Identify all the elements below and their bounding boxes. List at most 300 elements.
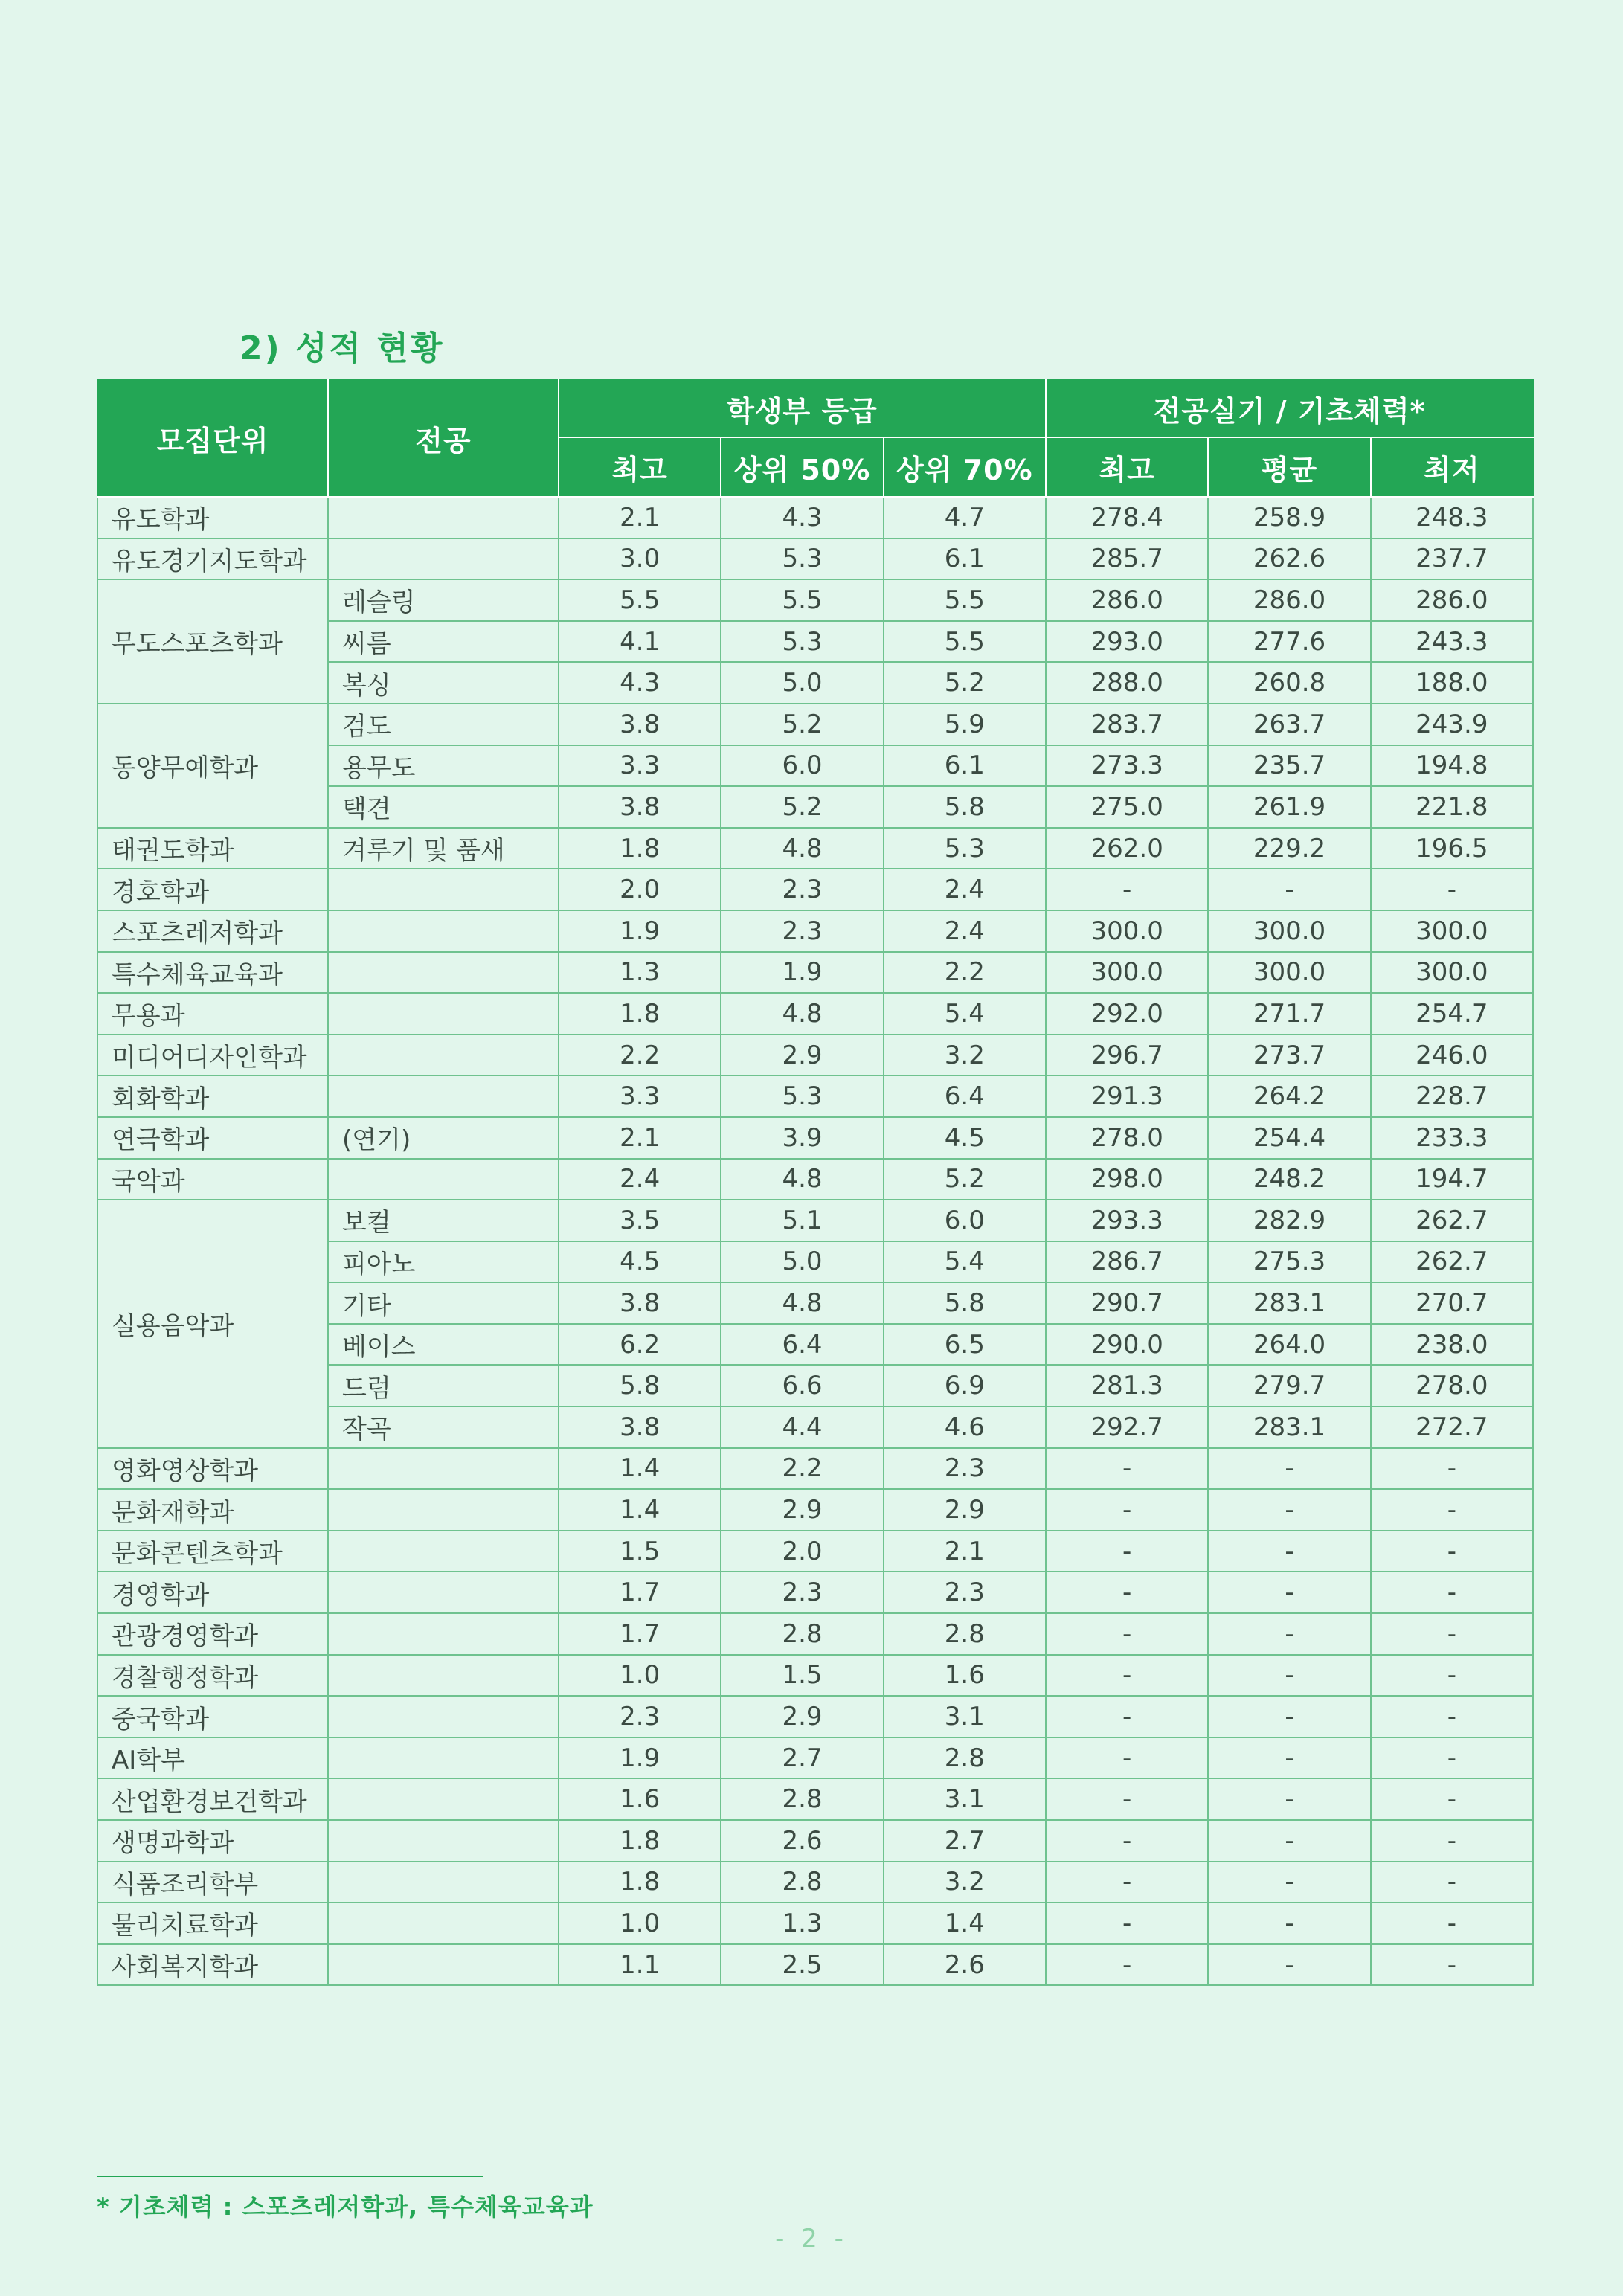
cell-major [328, 1489, 559, 1531]
cell-value: - [1371, 1613, 1533, 1655]
cell-value: - [1046, 1820, 1208, 1862]
cell-value: 4.5 [559, 1241, 721, 1283]
cell-major: 레슬링 [328, 579, 559, 621]
table-row [97, 1448, 1533, 1490]
table-row [97, 1655, 1533, 1697]
cell-value: 5.3 [721, 621, 883, 663]
cell-value: 2.1 [559, 497, 721, 538]
cell-value: 5.2 [721, 704, 883, 745]
cell-value: 237.7 [1371, 538, 1533, 580]
cell-value: 2.9 [721, 1696, 883, 1737]
cell-value: - [1371, 1531, 1533, 1572]
table-row [97, 1820, 1533, 1862]
grades-table [97, 379, 1534, 1986]
table-row [97, 704, 1533, 745]
table-row [97, 538, 1533, 580]
cell-value: 248.2 [1208, 1159, 1370, 1200]
cell-unit: 식품조리학부 [97, 1862, 328, 1903]
cell-value: - [1371, 1696, 1533, 1737]
cell-unit: 산업환경보건학과 [97, 1778, 328, 1820]
cell-value: 6.6 [721, 1365, 883, 1406]
cell-value: 286.0 [1371, 579, 1533, 621]
cell-value: 1.3 [559, 952, 721, 994]
cell-value: 243.3 [1371, 621, 1533, 663]
cell-value: 278.0 [1371, 1365, 1533, 1406]
table-row [97, 1613, 1533, 1655]
table-row [97, 1489, 1533, 1531]
cell-value: 278.0 [1046, 1117, 1208, 1159]
footnote-divider [97, 2176, 483, 2177]
cell-value: 275.0 [1046, 786, 1208, 828]
cell-value: 5.9 [884, 704, 1046, 745]
footnote: * 기초체력 : 스포츠레저학과, 특수체육교육과 [97, 2193, 594, 2221]
cell-major: 작곡 [328, 1406, 559, 1448]
cell-unit: 동양무예학과 [97, 704, 328, 828]
cell-value: 286.0 [1208, 579, 1370, 621]
cell-value: - [1046, 869, 1208, 910]
cell-value: 1.6 [884, 1655, 1046, 1697]
cell-value: - [1208, 869, 1370, 910]
cell-value: 264.0 [1208, 1324, 1370, 1366]
cell-value: 3.2 [884, 1035, 1046, 1076]
cell-value: 263.7 [1208, 704, 1370, 745]
cell-value: 5.5 [559, 579, 721, 621]
table-row [97, 1075, 1533, 1117]
cell-value: 2.2 [721, 1448, 883, 1490]
cell-unit: 태권도학과 [97, 828, 328, 869]
cell-value: 283.1 [1208, 1282, 1370, 1324]
table-header [97, 380, 1533, 497]
table-row [97, 1696, 1533, 1737]
cell-unit: 영화영상학과 [97, 1448, 328, 1490]
cell-value: 221.8 [1371, 786, 1533, 828]
cell-value: 2.8 [721, 1862, 883, 1903]
cell-value: 233.3 [1371, 1117, 1533, 1159]
table-row [97, 1200, 1533, 1241]
cell-value: - [1046, 1903, 1208, 1944]
cell-major [328, 1737, 559, 1779]
cell-value: - [1208, 1531, 1370, 1572]
cell-value: 3.0 [559, 538, 721, 580]
cell-major [328, 952, 559, 994]
cell-major [328, 538, 559, 580]
cell-unit: 생명과학과 [97, 1820, 328, 1862]
cell-value: 6.4 [721, 1324, 883, 1366]
cell-value: - [1208, 1613, 1370, 1655]
cell-value: - [1208, 1903, 1370, 1944]
table-row [97, 1778, 1533, 1820]
cell-value: 270.7 [1371, 1282, 1533, 1324]
table-row [97, 869, 1533, 910]
cell-value: 2.6 [884, 1944, 1046, 1986]
cell-value: 2.8 [721, 1778, 883, 1820]
cell-value: 2.5 [721, 1944, 883, 1986]
cell-value: 2.7 [884, 1820, 1046, 1862]
cell-value: 5.2 [721, 786, 883, 828]
cell-value: 4.8 [721, 1282, 883, 1324]
cell-value: - [1046, 1696, 1208, 1737]
cell-value: - [1208, 1655, 1370, 1697]
cell-value: 2.9 [884, 1489, 1046, 1531]
cell-value: 288.0 [1046, 662, 1208, 704]
cell-value: 2.2 [884, 952, 1046, 994]
cell-value: 300.0 [1371, 910, 1533, 952]
cell-value: 1.0 [559, 1655, 721, 1697]
cell-value: 298.0 [1046, 1159, 1208, 1200]
cell-value: - [1371, 1448, 1533, 1490]
cell-value: 188.0 [1371, 662, 1533, 704]
cell-value: - [1046, 1778, 1208, 1820]
cell-value: 296.7 [1046, 1035, 1208, 1076]
header-group-grade: 학생부 등급 [559, 380, 1046, 437]
header-major: 전공 [328, 380, 559, 497]
cell-value: - [1046, 1737, 1208, 1779]
header-grade-70: 상위 70% [884, 437, 1046, 497]
header-unit: 모집단위 [97, 380, 328, 497]
cell-unit: 스포츠레저학과 [97, 910, 328, 952]
cell-value: 300.0 [1208, 910, 1370, 952]
cell-value: - [1046, 1862, 1208, 1903]
header-group-practical: 전공실기 / 기초체력* [1046, 380, 1533, 437]
cell-value: 248.3 [1371, 497, 1533, 538]
cell-value: 194.7 [1371, 1159, 1533, 1200]
cell-value: - [1046, 1572, 1208, 1613]
cell-major: 용무도 [328, 745, 559, 787]
cell-value: 283.7 [1046, 704, 1208, 745]
cell-value: 2.4 [559, 1159, 721, 1200]
cell-value: 3.1 [884, 1696, 1046, 1737]
cell-value: 5.4 [884, 1241, 1046, 1283]
cell-value: 2.0 [721, 1531, 883, 1572]
cell-major: 겨루기 및 품새 [328, 828, 559, 869]
cell-value: - [1208, 1862, 1370, 1903]
cell-value: 4.7 [884, 497, 1046, 538]
cell-value: 6.2 [559, 1324, 721, 1366]
cell-value: 281.3 [1046, 1365, 1208, 1406]
cell-value: 3.9 [721, 1117, 883, 1159]
cell-value: 282.9 [1208, 1200, 1370, 1241]
cell-value: 273.3 [1046, 745, 1208, 787]
table-row [97, 1572, 1533, 1613]
cell-value: 5.0 [721, 662, 883, 704]
cell-value: 6.5 [884, 1324, 1046, 1366]
cell-value: 293.3 [1046, 1200, 1208, 1241]
cell-value: 1.8 [559, 1862, 721, 1903]
cell-unit: 특수체육교육과 [97, 952, 328, 994]
cell-value: - [1046, 1655, 1208, 1697]
section-title: 2) 성적 현황 [240, 329, 445, 367]
cell-unit: 연극학과 [97, 1117, 328, 1159]
cell-unit: 회화학과 [97, 1075, 328, 1117]
cell-value: 5.2 [884, 662, 1046, 704]
table-row [97, 1035, 1533, 1076]
cell-unit: 중국학과 [97, 1696, 328, 1737]
cell-value: 290.0 [1046, 1324, 1208, 1366]
cell-value: - [1371, 1737, 1533, 1779]
cell-value: 271.7 [1208, 993, 1370, 1035]
cell-value: 2.3 [559, 1696, 721, 1737]
cell-value: - [1371, 1862, 1533, 1903]
cell-major: 복싱 [328, 662, 559, 704]
cell-unit: 경영학과 [97, 1572, 328, 1613]
cell-value: 293.0 [1046, 621, 1208, 663]
header-grade-50: 상위 50% [721, 437, 883, 497]
cell-value: 1.8 [559, 993, 721, 1035]
cell-major: 검도 [328, 704, 559, 745]
cell-value: - [1208, 1737, 1370, 1779]
cell-value: 1.4 [559, 1448, 721, 1490]
cell-value: 3.2 [884, 1862, 1046, 1903]
cell-value: - [1371, 1778, 1533, 1820]
cell-value: 2.3 [884, 1572, 1046, 1613]
cell-value: 258.9 [1208, 497, 1370, 538]
cell-value: 238.0 [1371, 1324, 1533, 1366]
cell-value: 2.3 [884, 1448, 1046, 1490]
header-practical-low: 최저 [1371, 437, 1533, 497]
cell-unit: 사회복지학과 [97, 1944, 328, 1986]
cell-value: 3.5 [559, 1200, 721, 1241]
cell-major [328, 1655, 559, 1697]
cell-value: 2.1 [559, 1117, 721, 1159]
cell-value: 300.0 [1371, 952, 1533, 994]
cell-value: 4.3 [559, 662, 721, 704]
cell-value: - [1371, 1903, 1533, 1944]
cell-value: 5.1 [721, 1200, 883, 1241]
page-number: - 2 - [775, 2224, 848, 2254]
cell-value: 6.0 [884, 1200, 1046, 1241]
cell-value: 4.3 [721, 497, 883, 538]
cell-major [328, 1862, 559, 1903]
cell-value: 254.7 [1371, 993, 1533, 1035]
cell-value: 4.8 [721, 1159, 883, 1200]
cell-major: (연기) [328, 1117, 559, 1159]
cell-value: 4.8 [721, 828, 883, 869]
cell-value: 2.8 [721, 1613, 883, 1655]
cell-unit: 물리치료학과 [97, 1903, 328, 1944]
cell-unit: 무용과 [97, 993, 328, 1035]
cell-value: 2.3 [721, 869, 883, 910]
cell-value: - [1046, 1448, 1208, 1490]
cell-value: - [1371, 1489, 1533, 1531]
cell-value: 6.4 [884, 1075, 1046, 1117]
cell-value: 291.3 [1046, 1075, 1208, 1117]
cell-value: 2.6 [721, 1820, 883, 1862]
cell-unit: 유도경기지도학과 [97, 538, 328, 580]
cell-value: 5.4 [884, 993, 1046, 1035]
header-practical-top: 최고 [1046, 437, 1208, 497]
header-grade-top: 최고 [559, 437, 721, 497]
cell-value: 1.4 [559, 1489, 721, 1531]
table-row [97, 1159, 1533, 1200]
cell-value: 5.2 [884, 1159, 1046, 1200]
cell-value: 261.9 [1208, 786, 1370, 828]
table-row [97, 1117, 1533, 1159]
cell-value: 4.5 [884, 1117, 1046, 1159]
cell-value: 246.0 [1371, 1035, 1533, 1076]
cell-value: 2.8 [884, 1737, 1046, 1779]
cell-value: 278.4 [1046, 497, 1208, 538]
cell-value: 3.3 [559, 1075, 721, 1117]
cell-value: 279.7 [1208, 1365, 1370, 1406]
table-row [97, 1944, 1533, 1986]
cell-major: 베이스 [328, 1324, 559, 1366]
cell-value: 196.5 [1371, 828, 1533, 869]
cell-value: 243.9 [1371, 704, 1533, 745]
cell-value: 3.8 [559, 786, 721, 828]
cell-value: 5.8 [884, 786, 1046, 828]
cell-value: 2.9 [721, 1489, 883, 1531]
cell-unit: 문화콘텐츠학과 [97, 1531, 328, 1572]
cell-value: 1.7 [559, 1613, 721, 1655]
cell-value: 2.1 [884, 1531, 1046, 1572]
cell-value: 286.7 [1046, 1241, 1208, 1283]
cell-value: 5.8 [559, 1365, 721, 1406]
cell-value: 229.2 [1208, 828, 1370, 869]
cell-value: 292.0 [1046, 993, 1208, 1035]
cell-value: - [1371, 1655, 1533, 1697]
cell-value: - [1046, 1613, 1208, 1655]
cell-major [328, 1572, 559, 1613]
cell-major: 기타 [328, 1282, 559, 1324]
cell-value: 2.3 [721, 910, 883, 952]
cell-value: 2.2 [559, 1035, 721, 1076]
cell-major [328, 1903, 559, 1944]
cell-value: - [1371, 1572, 1533, 1613]
cell-value: 1.0 [559, 1903, 721, 1944]
table-row [97, 579, 1533, 621]
cell-value: 286.0 [1046, 579, 1208, 621]
cell-value: 2.3 [721, 1572, 883, 1613]
cell-value: 300.0 [1046, 910, 1208, 952]
cell-value: 4.4 [721, 1406, 883, 1448]
cell-value: 6.1 [884, 745, 1046, 787]
table-row [97, 910, 1533, 952]
cell-value: 2.8 [884, 1613, 1046, 1655]
cell-unit: 무도스포츠학과 [97, 579, 328, 704]
cell-major [328, 497, 559, 538]
cell-value: 3.8 [559, 704, 721, 745]
cell-value: - [1208, 1778, 1370, 1820]
cell-major: 피아노 [328, 1241, 559, 1283]
cell-major: 택견 [328, 786, 559, 828]
cell-value: 290.7 [1046, 1282, 1208, 1324]
cell-value: - [1208, 1489, 1370, 1531]
cell-major [328, 1613, 559, 1655]
cell-unit: 유도학과 [97, 497, 328, 538]
cell-value: 285.7 [1046, 538, 1208, 580]
cell-value: 292.7 [1046, 1406, 1208, 1448]
table-row [97, 1531, 1533, 1572]
cell-value: - [1046, 1531, 1208, 1572]
cell-value: 2.9 [721, 1035, 883, 1076]
cell-unit: 문화재학과 [97, 1489, 328, 1531]
cell-value: 1.4 [884, 1903, 1046, 1944]
cell-value: 6.9 [884, 1365, 1046, 1406]
cell-value: - [1208, 1820, 1370, 1862]
cell-value: 2.4 [884, 869, 1046, 910]
cell-unit: 경찰행정학과 [97, 1655, 328, 1697]
cell-value: 272.7 [1371, 1406, 1533, 1448]
cell-value: 4.8 [721, 993, 883, 1035]
cell-value: 1.8 [559, 1820, 721, 1862]
cell-value: - [1208, 1572, 1370, 1613]
cell-value: 262.7 [1371, 1200, 1533, 1241]
cell-value: - [1371, 869, 1533, 910]
cell-value: - [1208, 1448, 1370, 1490]
cell-value: 283.1 [1208, 1406, 1370, 1448]
table-row [97, 828, 1533, 869]
cell-value: 277.6 [1208, 621, 1370, 663]
table-body [97, 497, 1533, 1985]
cell-value: 1.9 [559, 1737, 721, 1779]
cell-value: 5.8 [884, 1282, 1046, 1324]
cell-major [328, 1035, 559, 1076]
cell-value: 1.1 [559, 1944, 721, 1986]
cell-value: 6.1 [884, 538, 1046, 580]
cell-major [328, 993, 559, 1035]
cell-value: 275.3 [1208, 1241, 1370, 1283]
table-row [97, 993, 1533, 1035]
cell-value: 1.9 [721, 952, 883, 994]
table-row [97, 1737, 1533, 1779]
cell-value: - [1046, 1944, 1208, 1986]
cell-major [328, 1778, 559, 1820]
cell-value: 3.3 [559, 745, 721, 787]
cell-major: 드럼 [328, 1365, 559, 1406]
cell-unit: 미디어디자인학과 [97, 1035, 328, 1076]
cell-value: 3.8 [559, 1406, 721, 1448]
cell-value: 3.1 [884, 1778, 1046, 1820]
cell-major [328, 1075, 559, 1117]
cell-value: - [1208, 1944, 1370, 1986]
cell-value: 5.3 [721, 538, 883, 580]
cell-value: 4.1 [559, 621, 721, 663]
cell-value: 300.0 [1208, 952, 1370, 994]
cell-major [328, 1820, 559, 1862]
cell-value: 264.2 [1208, 1075, 1370, 1117]
cell-value: 260.8 [1208, 662, 1370, 704]
cell-value: 2.0 [559, 869, 721, 910]
cell-value: 5.5 [884, 579, 1046, 621]
cell-major [328, 1531, 559, 1572]
cell-value: 1.5 [721, 1655, 883, 1697]
cell-value: 1.5 [559, 1531, 721, 1572]
table-row [97, 1862, 1533, 1903]
cell-value: 1.9 [559, 910, 721, 952]
cell-value: 5.5 [884, 621, 1046, 663]
cell-value: 6.0 [721, 745, 883, 787]
cell-unit: 실용음악과 [97, 1200, 328, 1448]
table-row [97, 497, 1533, 538]
cell-value: 2.7 [721, 1737, 883, 1779]
cell-value: - [1371, 1820, 1533, 1862]
cell-value: 235.7 [1208, 745, 1370, 787]
cell-major: 씨름 [328, 621, 559, 663]
cell-value: 1.8 [559, 828, 721, 869]
cell-value: 273.7 [1208, 1035, 1370, 1076]
cell-value: 5.3 [884, 828, 1046, 869]
cell-major [328, 1944, 559, 1986]
cell-unit: 경호학과 [97, 869, 328, 910]
cell-value: - [1371, 1944, 1533, 1986]
header-practical-avg: 평균 [1208, 437, 1370, 497]
cell-major [328, 1696, 559, 1737]
cell-major: 보컬 [328, 1200, 559, 1241]
cell-value: - [1208, 1696, 1370, 1737]
cell-value: 5.5 [721, 579, 883, 621]
cell-value: 254.4 [1208, 1117, 1370, 1159]
cell-value: 262.6 [1208, 538, 1370, 580]
